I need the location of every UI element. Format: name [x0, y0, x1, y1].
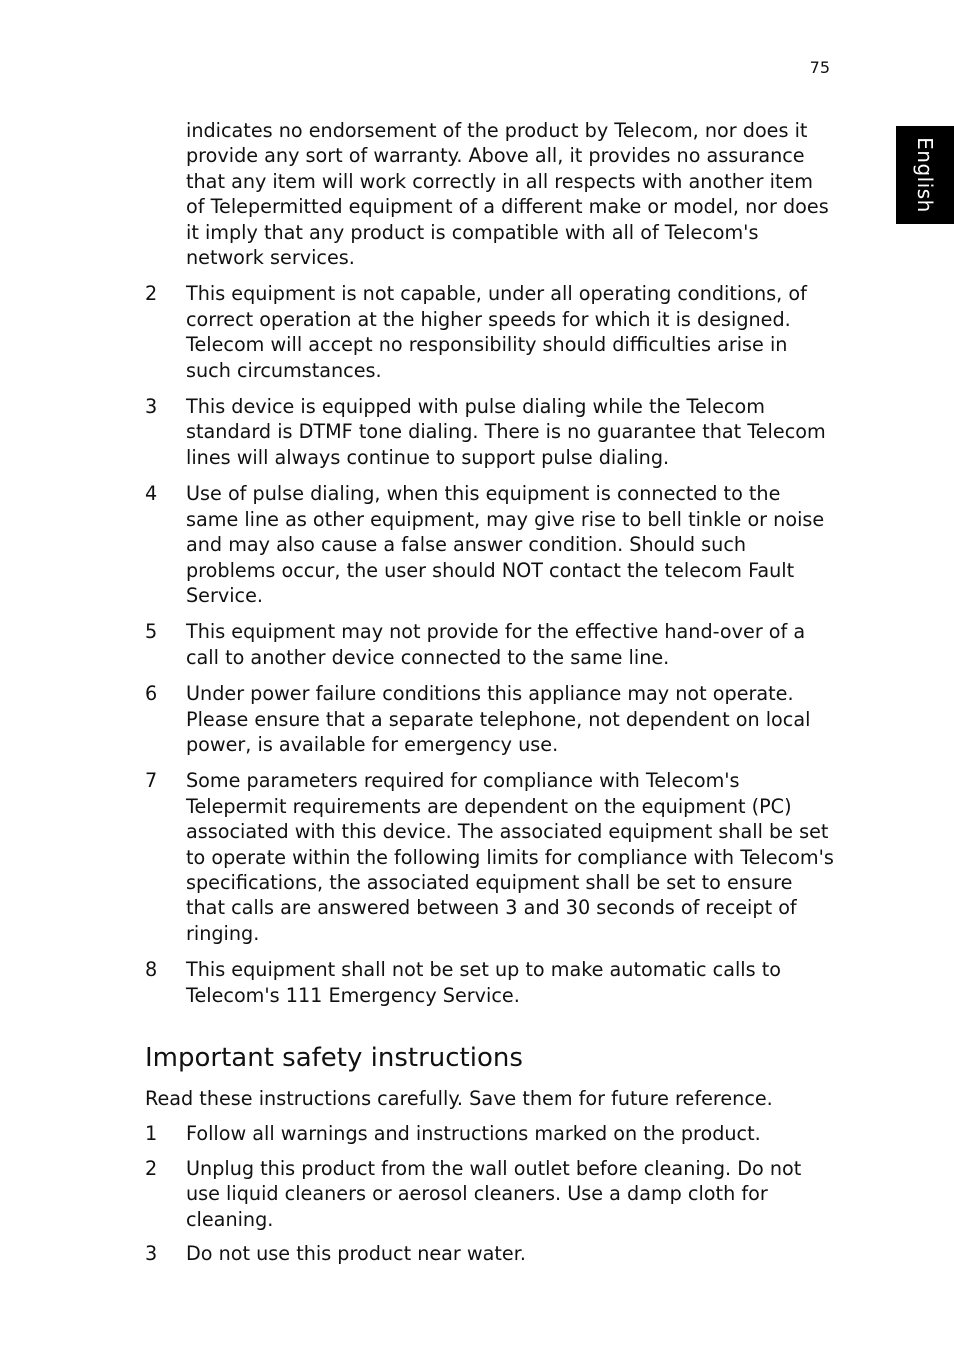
- telecom-list: [145, 281, 835, 1008]
- list-item: [145, 481, 835, 608]
- list-item-number: 5: [145, 620, 158, 644]
- list-item: [145, 1241, 835, 1266]
- section-intro: Read these instructions carefully. Save them for future reference.: [145, 1087, 773, 1110]
- list-item-text: Do not use this product near water.: [186, 1242, 526, 1266]
- section-title: Important safety instructions: [145, 1043, 523, 1073]
- list-item: [145, 394, 835, 470]
- list-item: [145, 281, 835, 383]
- list-item-text: This equipment may not provide for the effective hand-over of a call to another device connected to the same line.: [186, 620, 806, 669]
- list-item-text: Under power failure conditions this appliance may not operate. Please ensure that a separate telephone, not dependent on local power, is available for emergency use.: [186, 682, 811, 756]
- list-item-number: 3: [145, 1242, 158, 1266]
- list-item-number: 1: [145, 1122, 158, 1146]
- list-item-text: Follow all warnings and instructions marked on the product.: [186, 1122, 761, 1146]
- list-item: [145, 619, 835, 670]
- list-item-text: This equipment shall not be set up to make automatic calls to Telecom's 111 Emergency Service.: [186, 958, 781, 1007]
- list-item-text: Use of pulse dialing, when this equipment is connected to the same line as other equipment, may give rise to bell tinkle or noise and may also cause a false answer condition. Should such problems occur, the user should NOT contact the telecom Fault Service.: [186, 482, 825, 607]
- continued-paragraph: indicates no endorsement of the product by Telecom, nor does it provide any sort of warranty. Above all, it provides no assurance that any item will work correctly in all respects with another item of Telepermitted equipment of a different make or model, nor does it imply that any product is compatible with all of Telecom's network services.: [186, 119, 829, 270]
- list-item-number: 7: [145, 769, 158, 793]
- list-item-number: 3: [145, 395, 158, 419]
- list-item-number: 4: [145, 482, 158, 506]
- list-item: [145, 681, 835, 757]
- list-item: [145, 768, 835, 946]
- language-tab: [896, 126, 954, 224]
- language-tab-label: English: [913, 137, 937, 213]
- page-number: 75: [809, 58, 830, 77]
- list-item-text: Unplug this product from the wall outlet before cleaning. Do not use liquid cleaners or aerosol cleaners. Use a damp cloth for cleaning.: [186, 1156, 802, 1231]
- list-item-text: This equipment is not capable, under all operating conditions, of correct operation at the higher speeds for which it is designed. Telecom will accept no responsibility should difficulties arise in such circumstances.: [186, 282, 807, 382]
- list-item-text: Some parameters required for compliance with Telecom's Telepermit requirements are dependent on the equipment (PC) associated with this device. The associated equipment shall be set to operate within the following limits for compliance with Telecom's specifications, the associated equipment shall be set to ensure that calls are answered between 3 and 30 seconds of receipt of ringing.: [186, 769, 834, 945]
- list-item-text: This device is equipped with pulse dialing while the Telecom standard is DTMF tone dialing. There is no guarantee that Telecom lines will always continue to support pulse dialing.: [186, 395, 826, 469]
- list-item: [145, 957, 835, 1008]
- list-item: [145, 1121, 835, 1146]
- list-item-number: 2: [145, 282, 158, 306]
- safety-list: [145, 1121, 835, 1266]
- page-content: [145, 118, 835, 1275]
- list-item-number: 2: [145, 1156, 158, 1180]
- list-item-number: 8: [145, 958, 158, 982]
- list-item: [145, 1156, 835, 1232]
- list-item-number: 6: [145, 682, 158, 706]
